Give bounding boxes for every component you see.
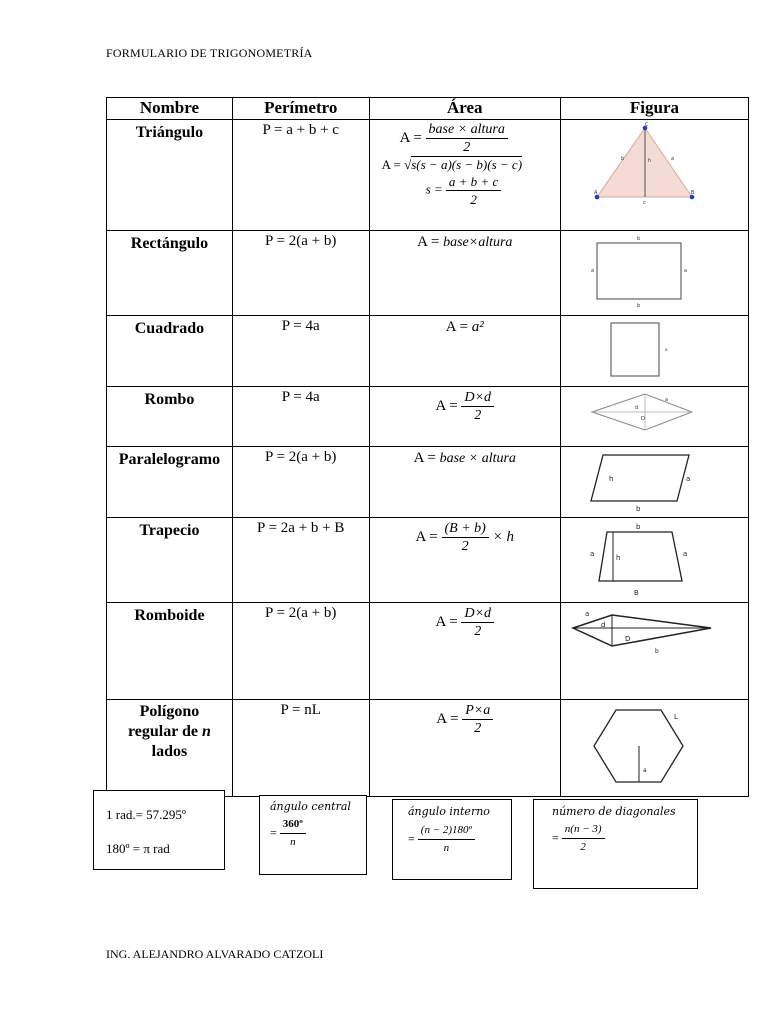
parallelogram-label-a: a <box>685 475 691 483</box>
triangle-label-a: a <box>670 156 675 162</box>
row-figure <box>560 387 748 447</box>
fraction-denominator: 2 <box>461 539 469 554</box>
trapezoid-label-b: b <box>635 523 641 531</box>
fraction-numerator: 360º <box>280 816 306 834</box>
row-figure <box>560 231 748 316</box>
radian-box <box>93 790 225 870</box>
area-fraction <box>426 121 508 156</box>
header-nombre: Nombre <box>107 98 233 120</box>
row-name <box>107 700 233 797</box>
row-name-line <box>107 722 232 742</box>
kite-label-D: D <box>624 635 631 643</box>
semiperimeter-fraction <box>446 173 501 208</box>
row-perimeter: P = 4a <box>232 316 369 387</box>
row-area <box>369 447 560 518</box>
area-prefix: A = <box>399 129 422 146</box>
equals-sign: = <box>408 831 415 846</box>
semiperimeter-prefix: s = <box>425 181 443 197</box>
diagonals-formula <box>552 821 605 856</box>
row-figure <box>560 700 748 797</box>
triangle-label-C: C <box>644 122 649 128</box>
parallelogram-figure <box>561 447 747 512</box>
table-row <box>107 231 749 316</box>
hexagon-label-a: a <box>642 767 647 774</box>
row-area <box>369 387 560 447</box>
rhombus-label-a: a <box>664 397 669 403</box>
square-figure <box>561 316 747 381</box>
trapezoid-label-B: B <box>633 589 639 597</box>
diagonals-label: número de diagonales <box>552 805 676 818</box>
rect-label-left: a <box>590 268 595 274</box>
trapezoid-label-a-left: a <box>589 550 595 558</box>
table-row <box>107 120 749 231</box>
area-prefix: A = <box>435 397 458 414</box>
parallelogram-label-b: b <box>635 505 641 512</box>
triangle-label-h: h <box>647 158 652 164</box>
radian-line-2: 180º = π rad <box>106 841 170 856</box>
central-angle-fraction <box>280 816 306 851</box>
equals-sign: = <box>270 825 277 840</box>
area-fraction <box>462 702 493 737</box>
hexagon-figure <box>561 700 747 791</box>
diagonals-fraction <box>562 821 605 856</box>
header-area: Área <box>369 98 560 120</box>
central-angle-formula <box>270 816 306 851</box>
internal-angle-fraction <box>418 822 475 857</box>
fraction-numerator: n(n − 3) <box>562 821 605 839</box>
row-perimeter: P = a + b + c <box>232 120 369 231</box>
rhombus-label-D: D <box>640 416 645 422</box>
row-perimeter: P = 2(a + b) <box>232 603 369 700</box>
fraction-denominator: 2 <box>580 841 586 853</box>
page-footer: ING. ALEJANDRO ALVARADO CATZOLI <box>106 947 324 961</box>
triangle-figure <box>561 120 747 225</box>
table-row <box>107 316 749 387</box>
rect-label-bottom: b <box>636 303 641 309</box>
table-row <box>107 603 749 700</box>
row-name-line: Polígono <box>139 703 200 720</box>
row-name: Romboide <box>107 603 233 700</box>
fraction-numerator: D×d <box>461 605 494 623</box>
kite-label-a: a <box>584 610 590 618</box>
area-fraction <box>461 389 494 424</box>
trapezoid-label-h: h <box>615 554 621 562</box>
fraction-denominator: n <box>290 836 296 848</box>
area-suffix: × h <box>492 528 514 545</box>
area-expression: base×altura <box>443 235 513 250</box>
table-row <box>107 387 749 447</box>
table-header-row <box>107 98 749 120</box>
rhombus-label-d: d <box>634 405 639 411</box>
square-label-a: a <box>664 347 668 352</box>
row-area <box>369 316 560 387</box>
row-perimeter: P = 4a <box>232 387 369 447</box>
equals-sign: = <box>552 830 559 845</box>
parallelogram-label-h: h <box>608 475 614 483</box>
fraction-denominator: 2 <box>474 408 482 423</box>
row-figure <box>560 603 748 700</box>
row-perimeter: P = 2(a + b) <box>232 447 369 518</box>
triangle-label-b: b <box>620 156 625 162</box>
triangle-label-A: A <box>593 190 598 196</box>
rect-label-right: a <box>683 268 688 274</box>
kite-label-b: b <box>654 648 659 655</box>
internal-angle-box <box>392 799 512 880</box>
fraction-numerator: D×d <box>461 389 494 407</box>
row-name: Rombo <box>107 387 233 447</box>
fraction-denominator: 2 <box>470 192 477 207</box>
trapezoid-label-a-right: a <box>682 550 688 558</box>
area-expression: a² <box>471 319 484 335</box>
row-name: Cuadrado <box>107 316 233 387</box>
row-area <box>369 700 560 797</box>
area-prefix: A = <box>436 710 459 727</box>
row-name-n: n <box>202 723 211 740</box>
rect-label-top: b <box>636 236 641 242</box>
row-name: Triángulo <box>107 120 233 231</box>
header-figura: Figura <box>560 98 748 120</box>
rhombus-figure <box>561 387 747 441</box>
area-fraction <box>442 520 489 555</box>
row-figure <box>560 518 748 603</box>
row-perimeter: P = 2a + b + B <box>232 518 369 603</box>
central-angle-box <box>259 795 367 875</box>
fraction-numerator: base × altura <box>426 121 508 139</box>
area-prefix: A = <box>381 157 401 172</box>
fraction-numerator: (n − 2)180º <box>418 822 475 840</box>
page-header: FORMULARIO DE TRIGONOMETRÍA <box>106 46 313 60</box>
fraction-numerator: P×a <box>462 702 493 720</box>
row-area <box>369 120 560 231</box>
table-row <box>107 518 749 603</box>
internal-angle-label: ángulo interno <box>408 805 490 818</box>
row-name: Rectángulo <box>107 231 233 316</box>
fraction-numerator: (B + b) <box>442 520 489 538</box>
area-prefix: A = <box>435 613 458 630</box>
row-area <box>369 603 560 700</box>
internal-angle-formula <box>408 822 475 857</box>
heron-expression: s(s − a)(s − b)(s − c) <box>411 157 523 172</box>
triangle-label-B: B <box>690 190 695 196</box>
diagonals-box <box>533 799 698 889</box>
area-prefix: A = <box>415 528 438 545</box>
kite-label-d: d <box>600 621 606 629</box>
table-row <box>107 447 749 518</box>
area-expression: base × altura <box>439 451 516 466</box>
row-perimeter: P = 2(a + b) <box>232 231 369 316</box>
hexagon-label-L: L <box>673 713 678 721</box>
row-name-text: regular de <box>127 723 199 740</box>
row-figure <box>560 120 748 231</box>
area-prefix: A = <box>413 450 436 466</box>
formula-table <box>106 97 749 797</box>
row-area <box>369 231 560 316</box>
fraction-numerator: a + b + c <box>446 173 501 191</box>
trapezoid-figure <box>561 518 747 597</box>
radian-line-1: 1 rad.= 57.295º <box>106 807 186 822</box>
fraction-denominator: 2 <box>474 624 482 639</box>
sqrt-icon: √ <box>404 157 412 172</box>
row-figure <box>560 447 748 518</box>
central-angle-label: ángulo central <box>270 800 351 813</box>
fraction-denominator: 2 <box>474 721 482 736</box>
rectangle-figure <box>561 231 747 310</box>
header-perimetro: Perímetro <box>232 98 369 120</box>
area-fraction <box>461 605 494 640</box>
area-prefix: A = <box>417 234 440 250</box>
row-name: Paralelogramo <box>107 447 233 518</box>
fraction-denominator: 2 <box>463 140 471 155</box>
triangle-label-c: c <box>642 200 646 206</box>
row-name-line: lados <box>151 743 188 760</box>
row-area <box>369 518 560 603</box>
row-perimeter: P = nL <box>232 700 369 797</box>
row-figure <box>560 316 748 387</box>
row-name: Trapecio <box>107 518 233 603</box>
kite-figure <box>561 603 747 694</box>
fraction-denominator: n <box>443 842 450 854</box>
table-row <box>107 700 749 797</box>
area-prefix: A = <box>445 319 468 335</box>
